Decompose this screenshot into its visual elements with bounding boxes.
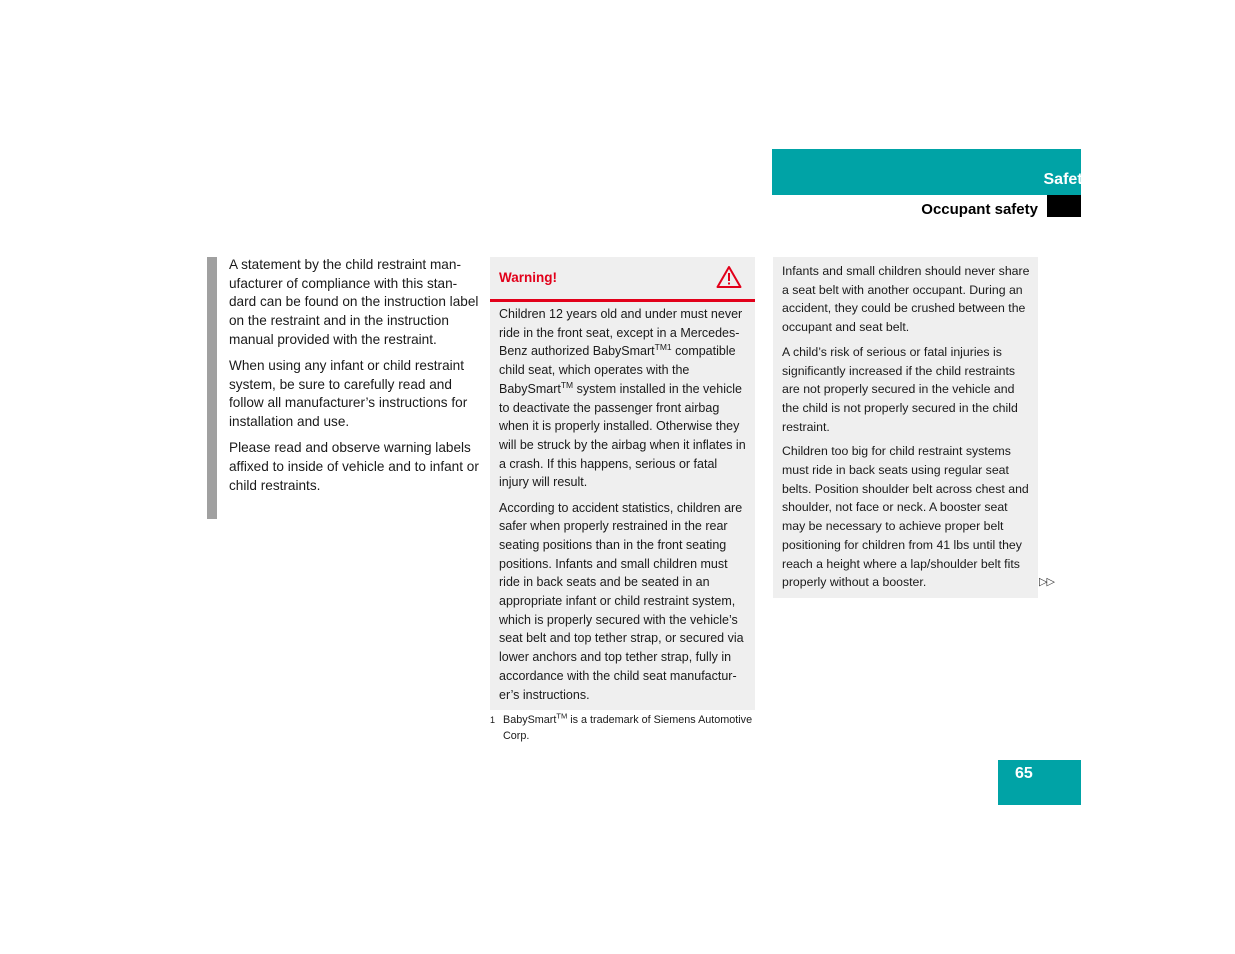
warning-body — [490, 302, 755, 710]
column3-paragraph: Infants and small children should never share a seat belt with another occupant. During an accident, they could be crushed between the occupant and seat belt. — [782, 264, 1030, 335]
footnote-mark: 1 — [490, 715, 496, 725]
footnote-text-part: is a trademark of Siemens Automotive Corp. — [503, 714, 753, 742]
warning-header — [490, 257, 755, 302]
page-number-box — [998, 760, 1081, 805]
column1-paragraph: Please read and observe warning labels affixed to inside of vehicle and to infant or child restraints. — [229, 440, 479, 493]
section-title: Safety and Security — [1043, 171, 1192, 188]
subsection-title: Occupant safety — [921, 201, 1038, 218]
warning-text: Children 12 years old and under must never ride in the front seat, except in a Mercedes-Benz authorized BabySmart — [499, 307, 743, 359]
trademark-superscript: TM — [560, 379, 574, 390]
header-teal-box — [772, 149, 1081, 195]
trademark-superscript: TM1 — [654, 342, 672, 353]
warning-triangle-icon — [716, 265, 742, 289]
column1-paragraph: A statement by the child restraint manufacturer of compliance with this standard can be found on the instruction label on the restraint and in the instruction manual provided with the restraint. — [229, 257, 479, 347]
column1-side-bar — [207, 257, 217, 519]
warning-paragraph: According to accident statistics, children are safer when properly restrained in the rear seating positions than in the front seating positions. Infants and small children must ride in back seats and be seated in an appropriate infant or child restraint system, which is properly secured with the vehicle’s seat belt and top tether strap, or secured via lower anchors and top tether strap, fully in accordance with the child seat manufacturer’s instructions. — [499, 500, 744, 702]
column1-text — [229, 256, 479, 503]
column3-paragraph: Children too big for child restraint systems must ride in back seats using regular seat belts. Position shoulder belt across chest and shoulder, not face or neck. A booster seat may be necessary to achieve proper belt positioning for children from 41 lbs until they reach a height where a lap/shoulder belt fits properly without a booster. — [782, 444, 1029, 590]
trademark-superscript: TM — [556, 711, 568, 721]
header-black-tab — [1047, 195, 1081, 217]
column3-paragraph: A child’s risk of serious or fatal injuries is significantly increased if the child restraints are not properly secured in the vehicle and the child is not properly secured in the child restraint. — [782, 344, 1018, 434]
footnote — [490, 712, 755, 744]
warning-text: system installed in the vehicle to deactivate the passenger front airbag when it is properly installed. Otherwise they will be struck by the airbag when it inflates in a crash. If this happens, serious or fatal injury will result. — [499, 381, 746, 490]
warning-paragraph — [499, 305, 748, 492]
column3-panel — [773, 257, 1038, 598]
column1-paragraph: When using any infant or child restraint system, be sure to carefully read and follow all manufacturer’s instructions for installation and use. — [229, 358, 468, 430]
footnote-text — [503, 712, 755, 744]
warning-text: compatible child seat, which operates with the BabySmart — [499, 344, 736, 396]
warning-label: Warning! — [499, 270, 557, 285]
page-number: 65 — [1015, 765, 1033, 782]
continued-arrows-icon: ▷▷ — [1039, 576, 1054, 588]
footnote-text-part: BabySmart — [503, 714, 557, 726]
